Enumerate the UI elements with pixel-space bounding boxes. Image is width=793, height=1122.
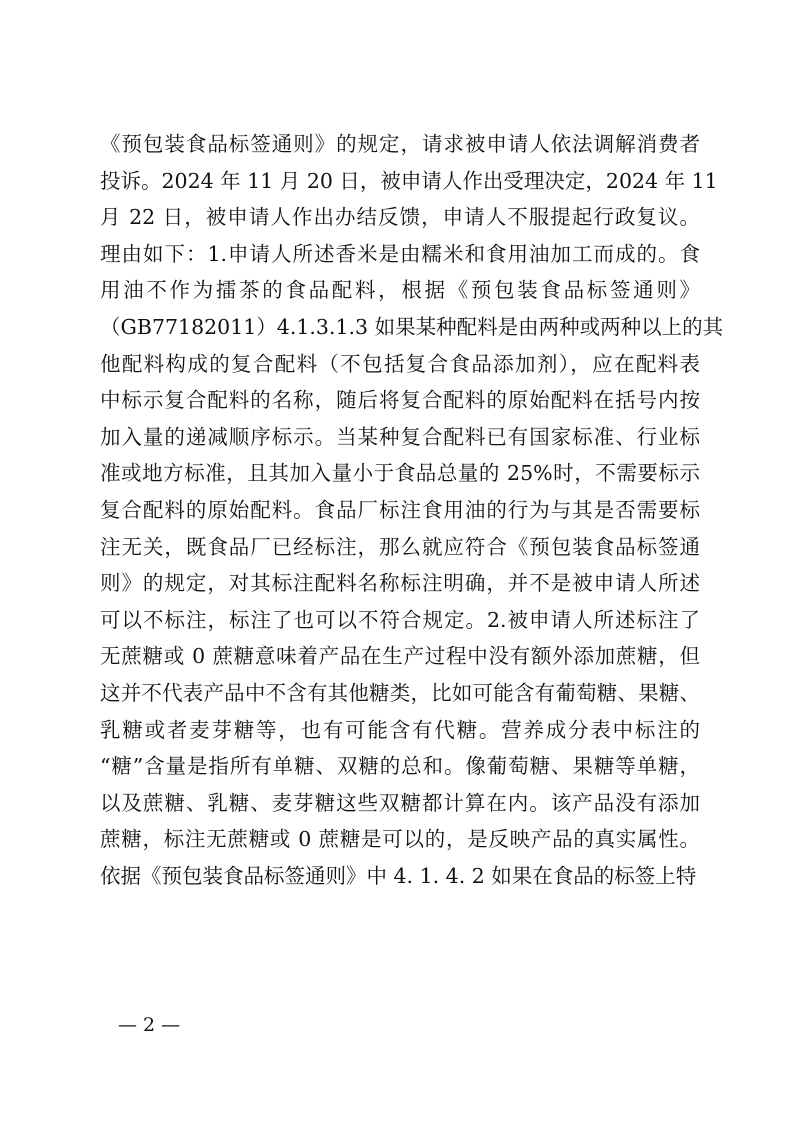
text-line: 用油不作为擂茶的食品配料，根据《预包装食品标签通则》 (100, 278, 700, 303)
text-line: （GB77182011）4.1.3.1.3 如果某种配料是由两种或两种以上的其 (100, 314, 724, 339)
text-line: 《预包装食品标签通则》的规定，请求被申请人依法调解消费者 (100, 132, 700, 156)
text-line: 则》的规定，对其标注配料名称标注明确，并不是被申请人所述 (100, 571, 700, 596)
text-line: 复合配料的原始配料。食品厂标注食用油的行为与其是否需要标 (100, 497, 700, 522)
text-line: 乳糖或者麦芽糖等，也有可能含有代糖。营养成分表中标注的 (100, 717, 700, 742)
text-line: 加入量的递减顺序标示。当某种复合配料已有国家标准、行业标 (100, 424, 700, 449)
text-line: 月 22 日，被申请人作出办结反馈，申请人不服提起行政复议。 (100, 205, 700, 230)
document-body (100, 126, 724, 894)
text-line: 蔗糖，标注无蔗糖或 0 蔗糖是可以的，是反映产品的真实属性。 (100, 827, 700, 852)
text-line: 无蔗糖或 0 蔗糖意味着产品在生产过程中没有额外添加蔗糖，但 (100, 644, 700, 669)
text-line: 以及蔗糖、乳糖、麦芽糖这些双糖都计算在内。该产品没有添加 (100, 790, 700, 815)
text-line: 中标示复合配料的名称，随后将复合配料的原始配料在括号内按 (100, 388, 700, 413)
text-line: 注无关，既食品厂已经标注，那么就应符合《预包装食品标签通 (100, 534, 700, 559)
text-line: 依据《预包装食品标签通则》中 4. 1. 4. 2 如果在食品的标签上特 (100, 863, 697, 888)
text-line: 理由如下：1.申请人所述香米是由糯米和食用油加工而成的。食 (100, 241, 700, 266)
text-line: 可以不标注，标注了也可以不符合规定。2.被申请人所述标注了 (100, 607, 700, 632)
text-line: 准或地方标准，且其加入量小于食品总量的 25%时，不需要标示 (100, 461, 700, 486)
text-line: “糖”含量是指所有单糖、双糖的总和。像葡萄糖、果糖等单糖， (100, 754, 700, 779)
text-line: 这并不代表产品中不含有其他糖类，比如可能含有葡萄糖、果糖、 (100, 680, 700, 705)
page-number: — 2 — (118, 1014, 181, 1036)
text-line: 投诉。2024 年 11 月 20 日，被申请人作出受理决定，2024 年 11 (100, 168, 718, 193)
text-line: 他配料构成的复合配料（不包括复合食品添加剂），应在配料表 (100, 351, 700, 376)
